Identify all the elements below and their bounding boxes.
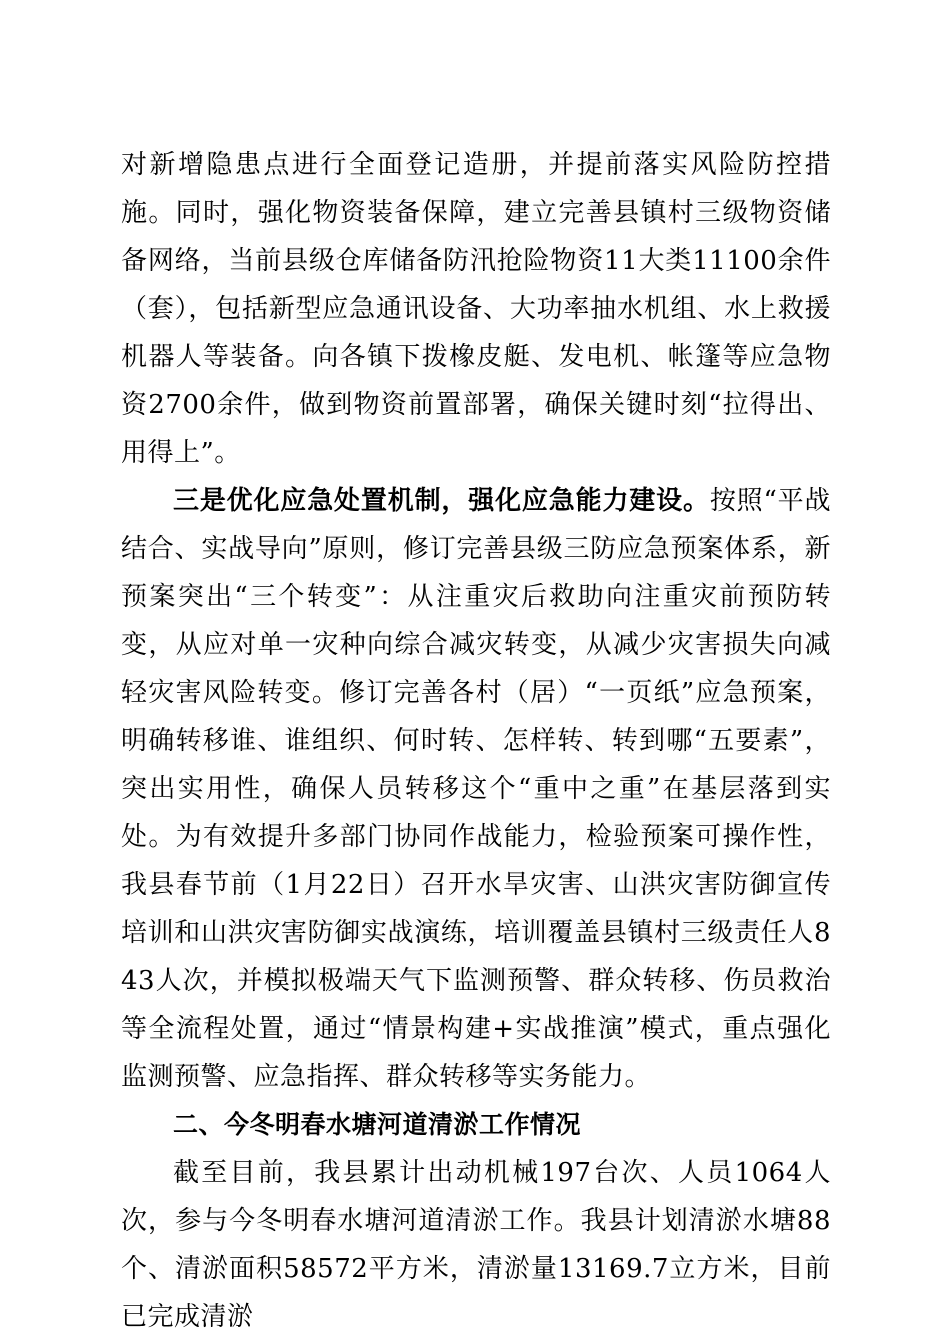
document-body [121, 141, 831, 1341]
paragraph-dredging: 截至目前，我县累计出动机械197台次、人员1064人次，参与今冬明春水塘河道清淤工作。我县计划清淤水塘88个、清淤面积58572平方米，清淤量13169.7立方米，目前已完成清淤 [121, 1158, 831, 1332]
paragraph-body-text: 按照“平战结合、实战导向”原则，修订完善县级三防应急预案体系，新预案突出“三个转变”：从注重灾后救助向注重灾前预防转变，从应对单一灾种向综合减灾转变，从减少灾害损失向减轻灾害风险转变。修订完善各村（居）“一页纸”应急预案，明确转移谁、谁组织、何时转、怎样转、转到哪“五要素”，突出实用性，确保人员转移这个“重中之重”在基层落到实处。为有效提升多部门协同作战能力，检验预案可操作性，我县春节前（1月22日）召开水旱灾害、山洪灾害防御宣传培训和山洪灾害防御实战演练，培训覆盖县镇村三级责任人843人次，并模拟极端天气下监测预警、群众转移、伤员救治等全流程处置，通过“情景构建+实战推演”模式，重点强化监测预警、应急指挥、群众转移等实务能力。 [121, 486, 831, 1092]
paragraph-emergency-mechanism [121, 477, 831, 1101]
paragraph-supplies: 对新增隐患点进行全面登记造册，并提前落实风险防控措施。同时，强化物资装备保障，建立完善县镇村三级物资储备网络，当前县级仓库储备防汛抢险物资11大类11100余件（套），包括新型应急通讯设备、大功率抽水机组、水上救援机器人等装备。向各镇下拨橡皮艇、发电机、帐篷等应急物资2700余件，做到物资前置部署，确保关键时刻“拉得出、用得上”。 [121, 150, 831, 468]
section-heading-dredging: 二、今冬明春水塘河道清淤工作情况 [173, 1110, 582, 1139]
paragraph-lead-bold: 三是优化应急处置机制，强化应急能力建设。 [173, 486, 710, 516]
